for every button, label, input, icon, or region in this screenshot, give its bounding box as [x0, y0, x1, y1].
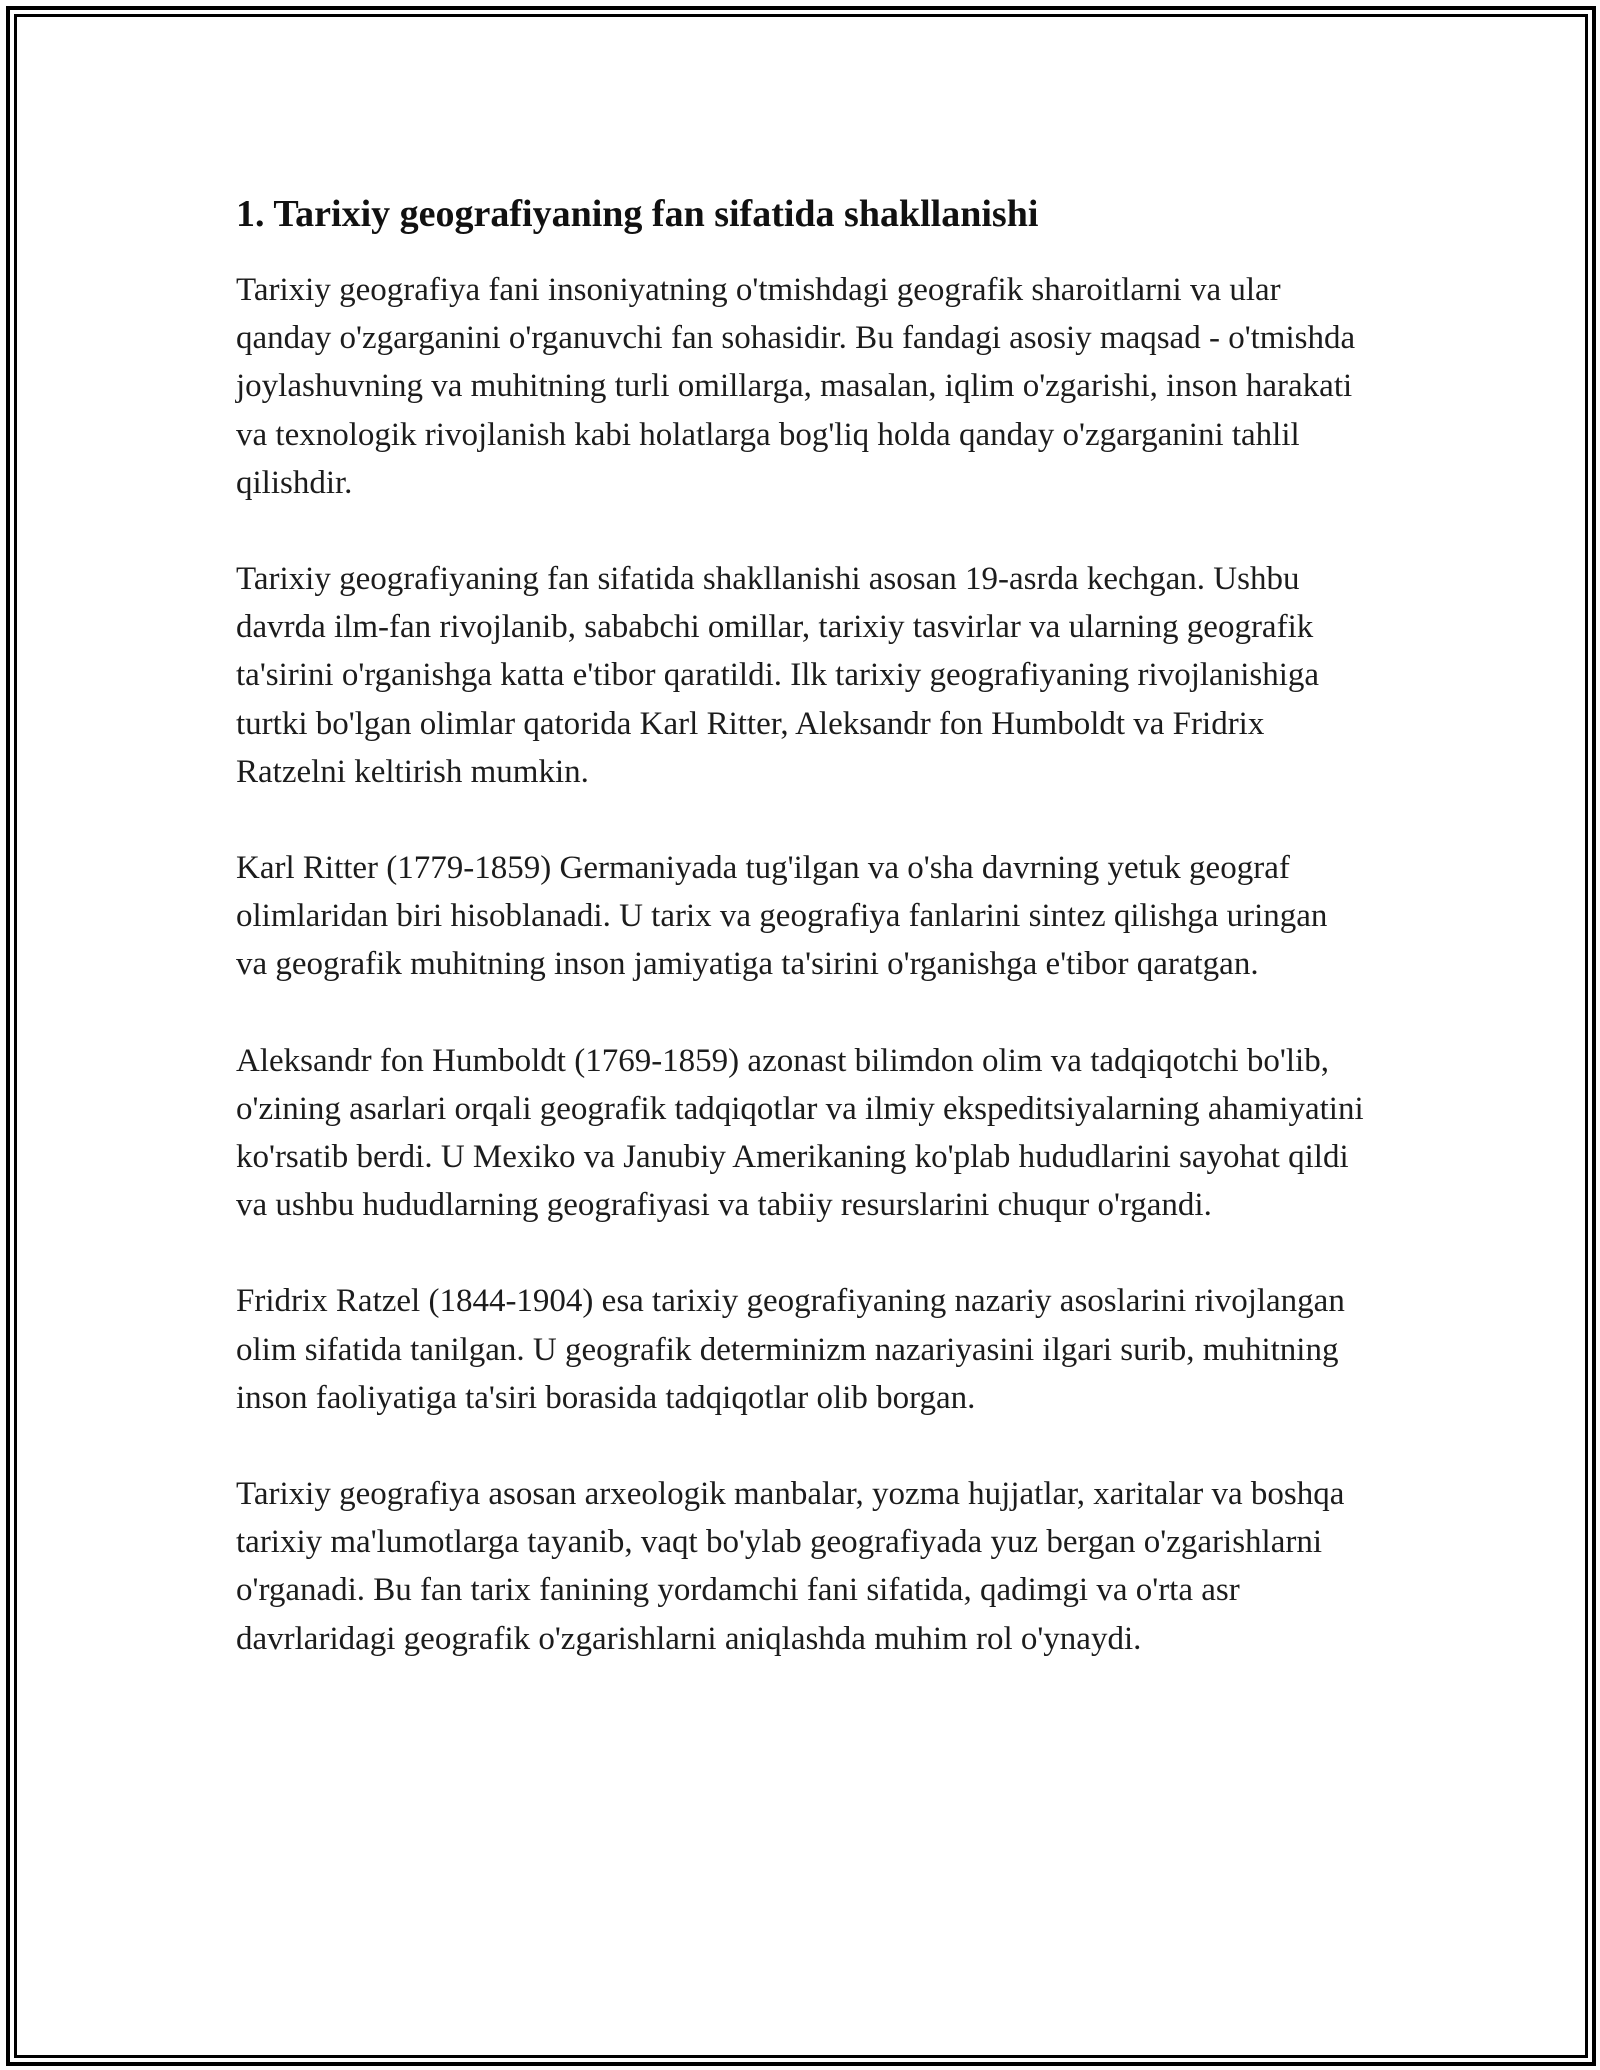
- document-body: [236, 190, 1366, 1711]
- paragraph-karl-ritter: Karl Ritter (1779-1859) Germaniyada tug'ilgan va o'sha davrning yetuk geograf olimlaridan biri hisoblanadi. U tarix va geografiya fanlarini sintez qilishga uringan va geografik muhitning inson jamiyatiga ta'sirini o'rganishga e'tibor qaratgan.: [236, 850, 1328, 983]
- paragraph-formation: Tarixiy geografiyaning fan sifatida shakllanishi asosan 19-asrda kechgan. Ushbu davrda ilm-fan rivojlanib, sababchi omillar, tarixiy tasvirlar va ularning geografik ta'sirini o'rganishga katta e'tibor qaratildi. Ilk tarixiy geografiyaning rivojlanishiga turtki bo'lgan olimlar qatorida Karl Ritter, Aleksandr fon Humboldt va Fridrix Ratzelni keltirish mumkin.: [236, 561, 1320, 790]
- paragraph-ratzel: Fridrix Ratzel (1844-1904) esa tarixiy geografiyaning nazariy asoslarini rivojlangan olim sifatida tanilgan. U geografik determinizm nazariyasini ilgari surib, muhitning inson faoliyatiga ta'siri borasida tadqiqotlar olib borgan.: [236, 1283, 1345, 1416]
- paragraph-intro: Tarixiy geografiya fani insoniyatning o'tmishdagi geografik sharoitlarni va ular qanday o'zgarganini o'rganuvchi fan sohasidir. Bu fandagi asosiy maqsad - o'tmishda joylashuvning va muhitning turli omillarga, masalan, iqlim o'zgarishi, inson harakati va texnologik rivojlanish kabi holatlarga bog'liq holda qanday o'zgarganini tahlil qilishdir.: [236, 272, 1356, 501]
- paragraph-sources: Tarixiy geografiya asosan arxeologik manbalar, yozma hujjatlar, xaritalar va boshqa tarixiy ma'lumotlarga tayanib, vaqt bo'ylab geografiyada yuz bergan o'zgarishlarni o'rganadi. Bu fan tarix fanining yordamchi fani sifatida, qadimgi va o'rta asr davrlaridagi geografik o'zgarishlarni aniqlashda muhim rol o'ynaydi.: [236, 1476, 1345, 1657]
- section-heading: 1. Tarixiy geografiyaning fan sifatida shakllanishi: [236, 193, 1039, 235]
- paragraph-humboldt: Aleksandr fon Humboldt (1769-1859) azonast bilimdon olim va tadqiqotchi bo'lib, o'zining asarlari orqali geografik tadqiqotlar va ilmiy ekspeditsiyalarning ahamiyatini ko'rsatib berdi. U Mexiko va Janubiy Amerikaning ko'plab hududlarini sayohat qildi va ushbu hududlarning geografiyasi va tabiiy resurslarini chuqur o'rgandi.: [236, 1042, 1364, 1224]
